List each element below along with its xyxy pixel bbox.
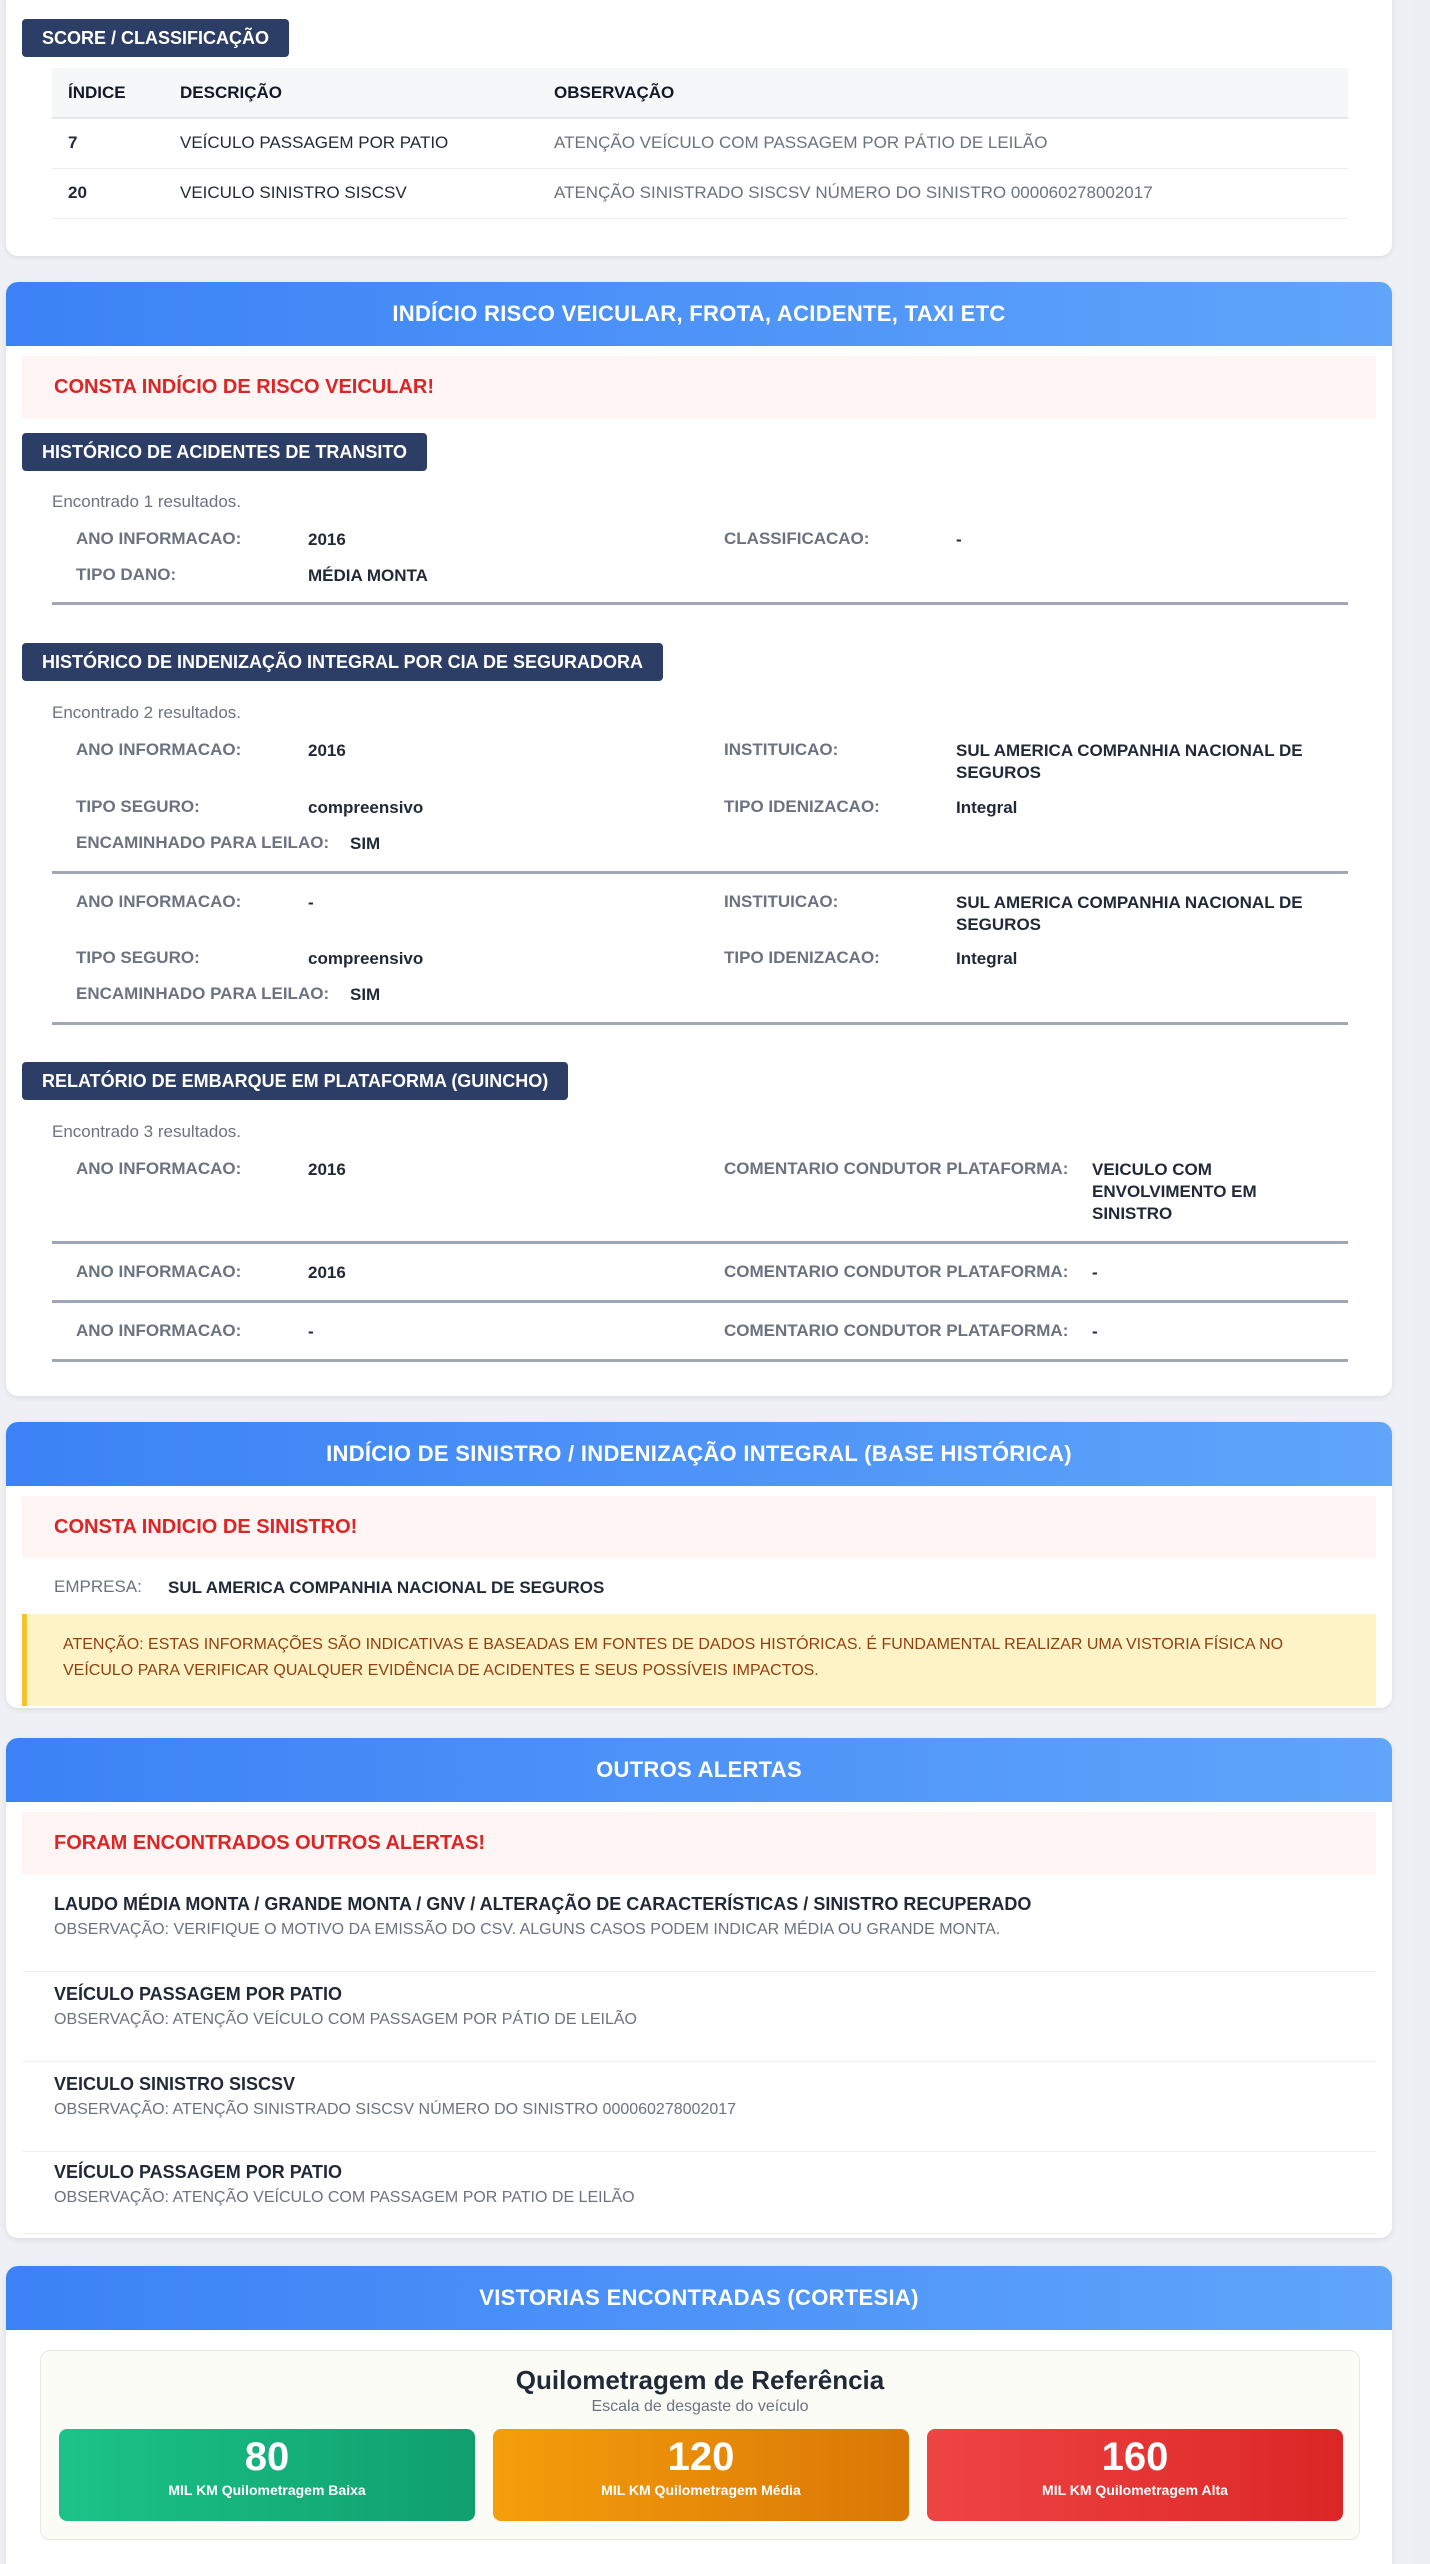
score-observation: ATENÇÃO SINISTRADO SISCSV NÚMERO DO SINISTRO 000060278002017: [538, 168, 1348, 218]
alert-item-title: VEÍCULO PASSAGEM POR PATIO: [54, 2162, 343, 2182]
alert-item-title: LAUDO MÉDIA MONTA / GRANDE MONTA / GNV / ALTERAÇÃO DE CARACTERÍSTICAS / SINISTRO RECUPERADO: [54, 1894, 1032, 1914]
platform-comment: -: [1092, 1322, 1098, 1341]
mileage-value: 160: [1101, 2435, 1169, 2479]
list-item: [22, 1974, 1376, 2062]
outros-alert: FORAM ENCONTRADOS OUTROS ALERTAS!: [22, 1812, 1376, 1874]
mileage-value: 80: [244, 2435, 290, 2479]
alert-item-title: VEICULO SINISTRO SISCSV: [54, 2074, 296, 2094]
indemnity-ano-label: ANO INFORMACAO:: [76, 740, 242, 759]
column-header-indice: ÍNDICE: [52, 68, 164, 118]
score-description: VEÍCULO PASSAGEM POR PATIO: [164, 118, 538, 168]
mileage-caption: MIL KM Quilometragem Baixa: [168, 2482, 366, 2498]
column-header-observacao: OBSERVAÇÃO: [538, 68, 1348, 118]
score-observation: ATENÇÃO VEÍCULO COM PASSAGEM POR PÁTIO DE LEILÃO: [538, 118, 1348, 168]
mileage-tile-high: [927, 2429, 1343, 2521]
score-index: 7: [52, 118, 164, 168]
divider: [52, 1022, 1348, 1025]
mileage-tile-medium: [493, 2429, 909, 2521]
score-table-header: [52, 68, 1348, 118]
outros-card: [6, 1738, 1392, 2238]
indemnity-seguro-label: TIPO SEGURO:: [76, 948, 200, 967]
vistorias-header: VISTORIAS ENCONTRADAS (CORTESIA): [6, 2266, 1392, 2330]
alert-item-observation: OBSERVAÇÃO: VERIFIQUE O MOTIVO DA EMISSÃO DO CSV. ALGUNS CASOS PODEM INDICAR MÉDIA OU GRANDE MONTA.: [54, 1921, 1001, 1938]
indemnity-seguro: compreensivo: [308, 949, 424, 968]
mileage-caption: MIL KM Quilometragem Média: [601, 2482, 801, 2498]
accident-dano: MÉDIA MONTA: [308, 566, 428, 585]
indemnity-ano-label: ANO INFORMACAO:: [76, 892, 242, 911]
divider: [52, 1300, 1348, 1303]
sinistro-card: [6, 1422, 1392, 1708]
vistorias-card: [6, 2266, 1392, 2564]
mileage-reference-box: [40, 2350, 1360, 2540]
mileage-subtitle: Escala de desgaste do veículo: [591, 2398, 809, 2415]
indemnity-tipo: Integral: [956, 949, 1018, 968]
indemnity-inst-label: INSTITUICAO:: [724, 892, 839, 911]
indemnity-leilao-label: ENCAMINHADO PARA LEILAO:: [76, 833, 330, 852]
sinistro-header: INDÍCIO DE SINISTRO / INDENIZAÇÃO INTEGRAL (BASE HISTÓRICA): [6, 1422, 1392, 1486]
indemnity-leilao: SIM: [350, 834, 381, 853]
platform-comment: VEICULO COM ENVOLVIMENTO EM SINISTRO: [1092, 1160, 1257, 1223]
accidents-found: Encontrado 1 resultados.: [52, 492, 242, 511]
platform-comment-label: COMENTARIO CONDUTOR PLATAFORMA:: [724, 1159, 1069, 1178]
accident-class: -: [956, 530, 962, 549]
column-header-descricao: DESCRIÇÃO: [164, 68, 538, 118]
score-table: [52, 68, 1348, 219]
sinistro-warning: ATENÇÃO: ESTAS INFORMAÇÕES SÃO INDICATIVAS E BASEADAS EM FONTES DE DADOS HISTÓRICAS. É FUNDAMENTAL REALIZAR UMA VISTORIA FÍSICA NO VEÍCULO PARA VERIFICAR QUALQUER EVIDÊNCIA DE ACIDENTES E SEUS POSSÍVEIS IMPACTOS.: [22, 1614, 1376, 1706]
indemnity-inst: SUL AMERICA COMPANHIA NACIONAL DE SEGUROS: [956, 893, 1303, 934]
mileage-title: Quilometragem de Referência: [515, 2365, 885, 2395]
platform-found: Encontrado 3 resultados.: [52, 1122, 242, 1141]
indemnity-inst: SUL AMERICA COMPANHIA NACIONAL DE SEGUROS: [956, 741, 1303, 782]
accidents-title: HISTÓRICO DE ACIDENTES DE TRANSITO: [22, 433, 427, 471]
platform-comment: -: [1092, 1263, 1098, 1282]
indemnity-seguro: compreensivo: [308, 798, 424, 817]
accident-ano: 2016: [308, 530, 346, 549]
score-title: SCORE / CLASSIFICAÇÃO: [22, 19, 289, 57]
indemnity-leilao: SIM: [350, 985, 381, 1004]
outros-header: OUTROS ALERTAS: [6, 1738, 1392, 1802]
list-item: [22, 2152, 1376, 2234]
divider: [52, 871, 1348, 874]
platform-ano-label: ANO INFORMACAO:: [76, 1321, 242, 1340]
indemnity-found: Encontrado 2 resultados.: [52, 703, 242, 722]
accident-dano-label: TIPO DANO:: [76, 565, 177, 584]
indemnity-tipo-label: TIPO IDENIZACAO:: [724, 948, 880, 967]
score-index: 20: [52, 168, 164, 218]
indemnity-ano: -: [308, 893, 314, 912]
empresa-label: EMPRESA:: [54, 1577, 142, 1596]
mileage-caption: MIL KM Quilometragem Alta: [1042, 2482, 1228, 2498]
indemnity-tipo: Integral: [956, 798, 1018, 817]
sinistro-alert: CONSTA INDICIO DE SINISTRO!: [22, 1496, 1376, 1558]
alert-item-observation: OBSERVAÇÃO: ATENÇÃO VEÍCULO COM PASSAGEM POR PATIO DE LEILÃO: [54, 2189, 635, 2206]
score-description: VEICULO SINISTRO SISCSV: [164, 168, 538, 218]
platform-ano: 2016: [308, 1160, 346, 1179]
platform-comment-label: COMENTARIO CONDUTOR PLATAFORMA:: [724, 1262, 1069, 1281]
risk-alert: CONSTA INDÍCIO DE RISCO VEICULAR!: [22, 356, 1376, 418]
platform-ano-label: ANO INFORMACAO:: [76, 1262, 242, 1281]
divider: [52, 1241, 1348, 1244]
accident-class-label: CLASSIFICACAO:: [724, 529, 870, 548]
table-row: [52, 118, 1348, 168]
mileage-tile-low: [59, 2429, 475, 2521]
table-row: [52, 168, 1348, 218]
empresa-value: SUL AMERICA COMPANHIA NACIONAL DE SEGUROS: [168, 1578, 605, 1597]
indemnity-seguro-label: TIPO SEGURO:: [76, 797, 200, 816]
score-card: [6, 0, 1392, 256]
list-item: [22, 2064, 1376, 2152]
indemnity-leilao-label: ENCAMINHADO PARA LEILAO:: [76, 984, 330, 1003]
divider: [52, 602, 1348, 605]
mileage-value: 120: [667, 2435, 735, 2479]
indemnity-ano: 2016: [308, 741, 346, 760]
indemnity-title: HISTÓRICO DE INDENIZAÇÃO INTEGRAL POR CIA DE SEGURADORA: [22, 643, 663, 681]
list-item: [22, 1884, 1376, 1972]
page-scrollbar[interactable]: [1412, 0, 1430, 2564]
platform-ano-label: ANO INFORMACAO:: [76, 1159, 242, 1178]
risk-card: [6, 282, 1392, 1396]
platform-ano: -: [308, 1322, 314, 1341]
alert-item-title: VEÍCULO PASSAGEM POR PATIO: [54, 1984, 343, 2004]
accident-ano-label: ANO INFORMACAO:: [76, 529, 242, 548]
platform-comment-label: COMENTARIO CONDUTOR PLATAFORMA:: [724, 1321, 1069, 1340]
divider: [52, 1359, 1348, 1362]
platform-title: RELATÓRIO DE EMBARQUE EM PLATAFORMA (GUINCHO): [22, 1062, 568, 1100]
platform-ano: 2016: [308, 1263, 346, 1282]
indemnity-tipo-label: TIPO IDENIZACAO:: [724, 797, 880, 816]
indemnity-inst-label: INSTITUICAO:: [724, 740, 839, 759]
alert-item-observation: OBSERVAÇÃO: ATENÇÃO VEÍCULO COM PASSAGEM POR PÁTIO DE LEILÃO: [54, 2011, 637, 2028]
alert-item-observation: OBSERVAÇÃO: ATENÇÃO SINISTRADO SISCSV NÚMERO DO SINISTRO 000060278002017: [54, 2101, 737, 2118]
risk-header: INDÍCIO RISCO VEICULAR, FROTA, ACIDENTE, TAXI ETC: [6, 282, 1392, 346]
